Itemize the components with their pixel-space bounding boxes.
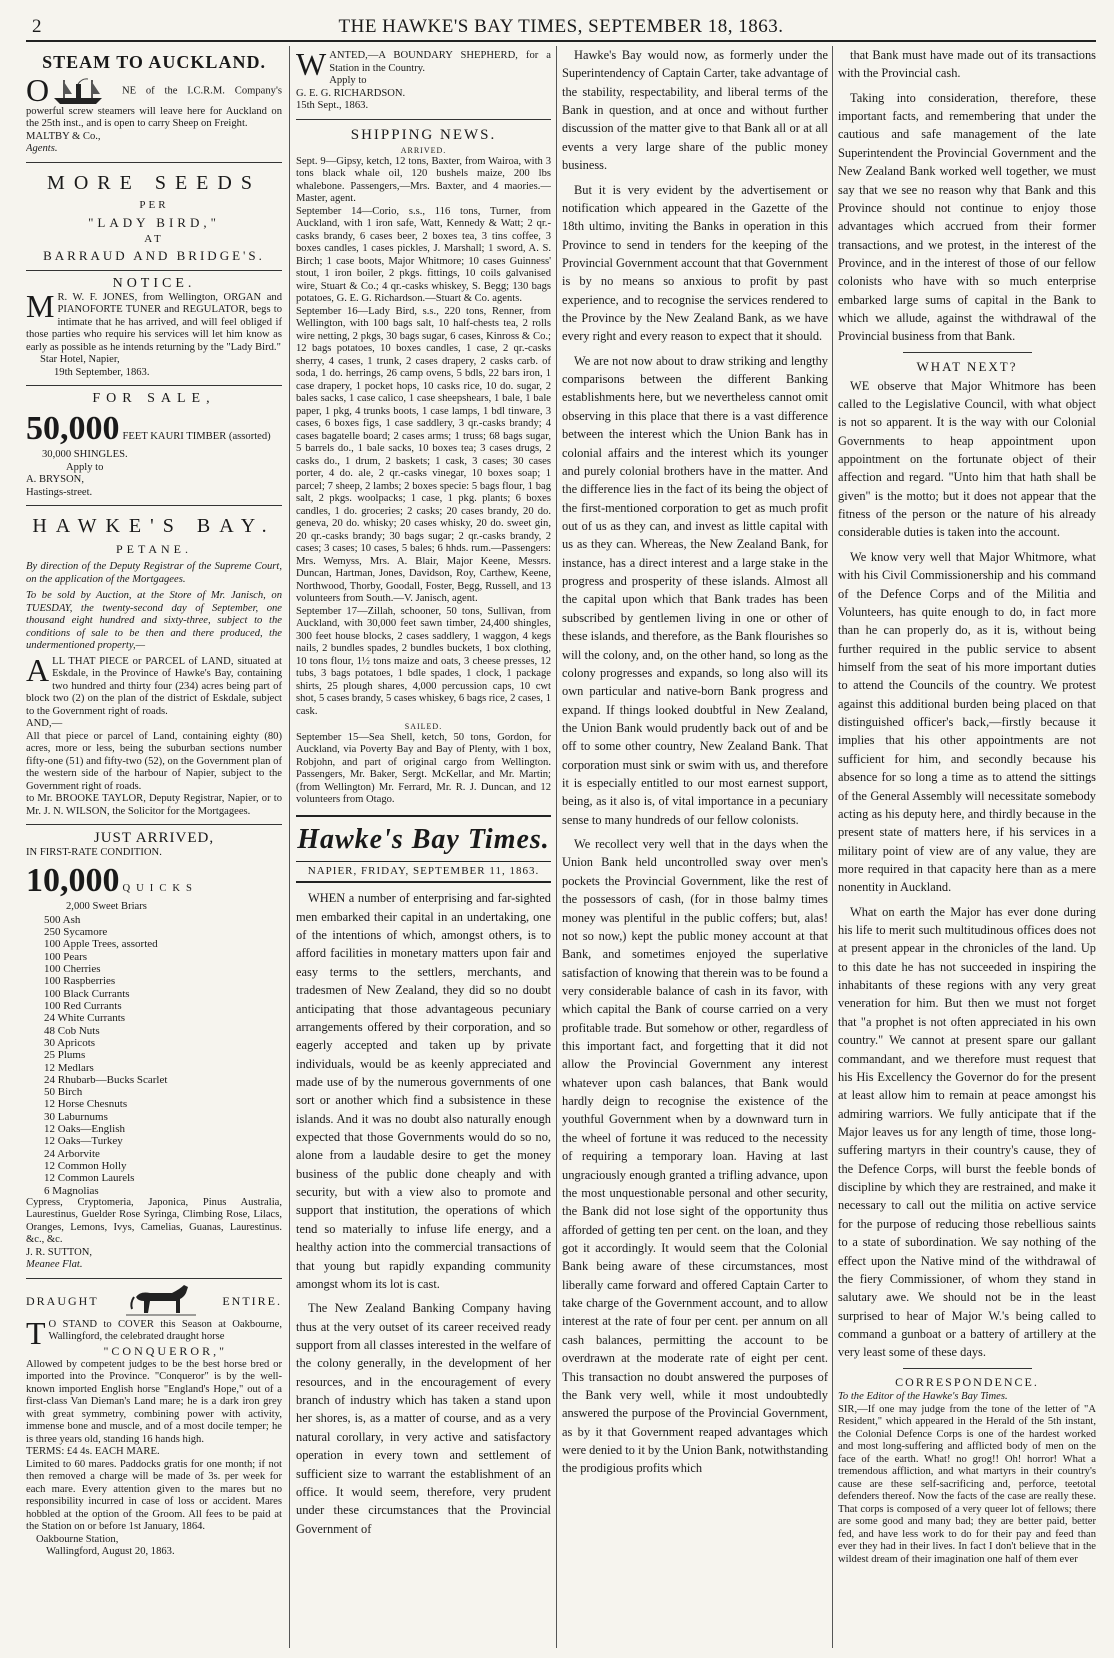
shipping-news: SHIPPING NEWS. ARRIVED. Sept. 9—Gipsy, ketch, 12 tons, Baxter, from Wairoa, with 3 tons black whale oil, 120 bushels maize, 200 lbs whalebone. Passengers,—Mrs. Baxter, and 4 maories.—Master, agent. September 14—Corio, s.s., 116 tons, Turner, from Auckland, with 1 iron safe, Watt, Kennedy & Watt; 2 qr.-casks brandy, 6 cases beer, 2 boxes tea, 3 tins coffee, 3 boxes candles, 1 cases pickles, J. Marshall; 1 sword, A. S. Birch; 1 case boots, Major Whitmore; 10 cases Guinness' stout, 1 iron boiler, 2 pkgs. fittings, 10 coils galvanised wire, Stuart & Co.; 4 qr.-casks whiskey, S. Begg; 130 bags potatoes, G. E. G. Richardson.—Stuart & Co. agents. September 16—Lady Bird, s.s., 220 tons, Renner, from Wellington, with 100 bags salt, 10 half-chests tea, 2 rolls wire netting, 2 pkgs, 30 bags sugar, 6 cases, Kinross & Co.; 12 bags potatoes, 10 boxes candles, 1 case, 2 qr.-casks sherry, 4 cases, 1 trunk, 2 cases drapery, 2 casks carb. of soda, 1 do. herrings, 26 camp ovens, 5 bdls, 22 bars iron, 1 case drapery, 1 pocket hops, 10 casks rice, 10 do. sugar, 2 bales sacks, 1 case calico, 1 case sheepshears, 1 bale, 1 bale paper, 1 pkg, 4 trunks boots, 1 case lamps, 1 bdl tinware, 3 cases, 6 boxes figs, 1 case saddlery, 3 qr.-casks brandy; 4 cases bagatelle board; 2 cases arms; 1 truss; 68 bags sugar, 5 barrels do., 1 bale sacks, 10 boxes tea; 3 cases drugs, 2 casks do., 1 drum, 2 baskets; 1 cask, 3 cases; 30 cases porter, 4 do. ale, 2 qr.-casks vinegar, 10 boxes soap; 1 parcel; 7 sheep, 2 lambs; 2 boxes specie: 5 bags flour, 1 bag salt, 2 pkgs. woolpacks; 1 case, 1 pkg. plants; 6 boxes candles, 1 do. groceries; 2 casks; 20 cases brandy, 20 do. geneva, 20 do. whisky; 20 cases whisky, 20 do. sweet gin, 20 qr.-casks brandy; 30 bags sugar; 2 qr.-casks brandy, 2 cases; 3 cases; 10 cases, 5 bales; 6 hhds. rum.—Passengers: Mrs. Wemyss, Mrs. A. Blair, Major Keene, Messrs. Duncan, Hartman, Jones, Davidson, Roy, Carthew, Keene, Northwood, Thorby, Goodall, Foster, Begg, Russell, and 13 volunteers from South.—V. Janisch, agent. September 17—Zillah, schooner, 50 tons, Sullivan, from Auckland, with 30,000 feet sawn timber, 24,400 shingles, 300 feet house blocks, 2 cases saddlery, 1 waggon, 4 kegs nails, 2 bundles spades, 2 bundles buckets, 1 box clothing, 10 tons flour, 1½ tons maize and oats, 3 cheese presses, 12 tubs, 3 bags potatoes, 1 bdle spades, 1 clock, 1 package shirts, 25 plough shares, 4,000 percussion caps, 10 cwt shot, 5 cases brandy, 5 cases whiskey, 6 bags rice, 2 cases, 1 cask. SAILED. September 15—Sea Shell, ketch, 50 tons, Gordon, for Auckland, via Poverty Bay and Bay of Plenty, with 1 box, Robjohn, and part of original cargo from Wellington. Passengers, Mr. Baker, Sergt. McKellar, and Mr. Martin; (from Wellington) Mr. Ferrard, Mr. R. J. Duncan, and 12 volunteers from Otago. — [296, 126, 551, 806]
plant-item: 100 Red Currants — [44, 999, 122, 1012]
column-rule — [556, 46, 557, 1648]
plant-item: 25 Plums — [44, 1049, 86, 1062]
plant-item: 12 Horse Chesnuts — [44, 1098, 128, 1111]
page-number: 2 — [32, 16, 42, 37]
plant-item: 12 Medlars — [44, 1061, 94, 1074]
paragraph: We recollect very well that in the days when the Union Bank held uncontrolled sway over men's pockets the Provincial Government, like the rest of the possessors of cash, (for in those balmy times money was plentiful in the public coffers; but, alas! not so now,) kept the public money account at that Bank, and sometimes enjoyed the superlative satisfaction of knowing that therein was to be found a very considerable balance of cash in its favor, with which capital the Bank of course carried on a very profitable trade. But somehow or other, regardless of this important fact, and forgetting that it did not allow the Provincial Government any interest whatever upon cash balances, that Bank would hardly deign to recognise the existence of the youthful Government when by a downward turn in the wheel of fortune it was reduced to the necessity of requiring a temporary loan. Having at last ungraciously enough granted a trifling advance, upon the most unquestionable personal and other security, the Bank did not lose sight of the opportunity thus afforded of getting ten per cent. on the loan, and they got it accordingly. It would seem that the Colonial Bank being aware of these circumstances, most liberally came forward and offered Captain Carter to take charge of the Government account, and to allow interest at the rate of four per cent. per annum on all cash balances, permitting the account to be overdrawn at the moderate rate of eight per cent. This transaction no doubt answered the purposes of the Bank very well, while it most undoubtedly answered the purpose of the Provincial Government, as by it that Government reaped advantages which were denied to it by the Union Bank, notwithstanding the prodigious profits which — [562, 837, 828, 1476]
plant-item: 12 Oaks—Turkey — [44, 1135, 123, 1148]
forsale-ad: FOR SALE, 50,000 FEET KAURI TIMBER (assorted) 30,000 SHINGLES. Apply to A. BRYSON, Hastings-street. — [26, 386, 282, 506]
plant-item: 250 Sycamore — [44, 926, 108, 939]
paragraph: The New Zealand Banking Company having thus at the very outset of its career received ready support from all classes interested in the welfare of the colony generally, in the development of her resources, and in the encouragement of every branch of industry which has taken a stand upon her shores, is, as a matter of course, and as a very natural corollary, in very active and satisfactory operation in every town and settlement of sufficient size to warrant the establishment of an office. It would seem, therefore, very prudent under these circumstances that the Provincial Government of — [296, 1301, 551, 1536]
plant-item: 100 Apple Trees, assorted — [44, 938, 158, 951]
paper-title: Hawke's Bay Times. — [296, 815, 551, 862]
hawkesbay-title: HAWKE'S BAY. — [32, 515, 276, 537]
seeds-ad: MORE SEEDS PER "LADY BIRD," AT BARRAUD AND BRIDGE'S. — [26, 163, 282, 271]
column-rule — [832, 46, 833, 1648]
paragraph: We know very well that Major Whitmore, what with his Civil Commissionership and his command of the Defence Corps and of the Militia and Volunteers, has quite enough to do, in fact more than he can properly do, as it is, without being further required in the public service to absent himself from the seat of his more important duties to attend the Councils of the country. We protest against this additional burden being placed on that distinguished officer's back,—firstly because it implies that his other appointments are not sufficient for him, and secondly because his absence for so long a time as to attend the sittings of the General Assembly will necessitate somebody acting as his deputy here, and thirdly because in the present state of matters here, if his services in a military point of view are of any value, they are more required in that capacity here than as a mere nonentity in Auckland. — [838, 549, 1096, 895]
just-arrived-ad: JUST ARRIVED, IN FIRST-RATE CONDITION. 10,000 QUICKS 2,000 Sweet Briars 500 Ash 250 Sycamore 100 Apple Trees, assorted 100 Pears 100 Cherries 100 Raspberries 100 Black Currants 100 Red Currants 24 White Currants 48 Cob Nuts 30 Apricots 25 Plums 12 Medlars 24 Rhubarb—Bucks Scarlet 50 Birch 12 Horse Chesnuts 30 Laburnums 12 Oaks—English 12 Oaks—Turkey 24 Arborvite 12 Common Holly 12 Common Laurels 6 Magnolias Cypress, Cryptomeria, Japonica, Pinus Australia, Laurestinus, Guelder Rose Syringa, Climbing Rose, Lilacs, Oranges, Lemons, Ivys, Camelias, Guanas, Laurestinus. &c., &c. J. R. SUTTON, Meanee Flat. — [26, 825, 282, 1279]
shipping-entry: September 17—Zillah, schooner, 50 tons, Sullivan, from Auckland, with 30,000 feet sawn timber, 24,400 shingles, 300 feet house blocks, 2 cases saddlery, 1 waggon, 4 kegs nails, 2 bundles spades, 2 bundles buckets, 1 box clothing, 10 tons flour, 1½ tons maize and oats, 3 cheese presses, 12 tubs, 3 bags potatoes, 1 bdle spades, 1 clock, 1 package shirts, 25 plough shares, 4,000 percussion caps, 10 cwt shot, 5 cases brandy, 5 cases whiskey, 6 bags rice, 2 cases, 1 cask. — [296, 605, 551, 717]
plant-item: 100 Black Currants — [44, 987, 130, 1000]
plant-item: 100 Raspberries — [44, 975, 116, 988]
column-3 — [562, 46, 828, 1650]
plant-item: 12 Common Holly — [44, 1160, 127, 1173]
dateline: NAPIER, FRIDAY, SEPTEMBER 11, 1863. — [296, 862, 551, 883]
column-4: that Bank must have made out of its transactions with the Provincial cash. Taking into consideration, therefore, these important facts, and remembering that under the cautious and safe management of the late Superintendent the Provincial Government and the New Zealand Bank worked well together, we must say that we see no reason why that Bank and this Province should not continue to enjoy those advantages which accrued from their former transactions, and we protest, in the interest of the Province, and in the interest of those of our fellow colonists who have with so much enterprise embarked large sums of capital in the Bank to which we allude, against the withdrawal of the Provincial business from that Bank. WHAT NEXT? WE observe that Major Whitmore has been called to the Legislative Council, with what object is not so apparent. It is the way with our Colonial Governments to heap appointment upon appointment on the fortunate object of their affection and regard. "Unto him that hath shall be given" is the motto; but it does not appear that the fitness of the person or the nature of his already considerable duties is taken into the account. We know very well that Major Whitmore, what with his Civil Commissionership and his command of the Defence Corps and of the Militia and Volunteers, has quite enough to do, in fact more than he can properly do, as it is, without being further required in the public service to absent himself from the seat of his more important duties to attend the Councils of the country. We protest against this additional burden being placed on that distinguished officer's back,—firstly because it implies that his other appointments are not sufficient for him, and secondly because his absence for so long a time as to attend the sittings of the General Assembly will necessitate somebody acting as his deputy here, and thirdly because in the present state of matters here, if his services in a military point of view are of any value, they are more required in that capacity here than as a mere nonentity in Auckland. What on earth the Major has ever done during his life to merit such multitudinous offices does not at present appear in the chronicles of the land. Up to this date he has not succeeded in inspiring the inhabitants of these regions with any very great veneration for him. But then we must not forget that "a prophet is not often appreciated in his own country." We cannot at present spare our gallant commandant, and we therefore must request that his His Excellency the Governor do for the present at least allow him to remain at peace amongst his admiring warriors. We fully anticipate that if the Major leaves us for any length of time, those long-suffering martyrs in their country's cause, they of the Defence Corps, will burst the feeble bonds of discipline by which they are restrained, and make it necessary to call out the militia on active service for the purpose of reducing those rebellious saints to a state of subordination. We say nothing of the effect upon the Native mind of the withdrawal of the fiery Commissioner, of whom they stand in salutary awe. We should not be in the least surprised to hear of Major W.'s being called to command a gunboat or a battery of artillery at the very least some of these days. CORRESPONDENCE. To the Editor of the Hawke's Bay Times. SIR,—If one may judge from the tone of the letter of "A Resident," which appeared in the Herald of the 5th instant, the Colonial Defence Corps is one of the hardest worked and most long-suffering and afflicted body of men on the face of the earth. What! no grog!! Oh! horror! What a tremendous affliction, and what martyrs in their country's cause are these self-sacrificing and, perforce, teetotal defenders thereof. Now the facts of the case are really these. That corps is composed of a very queer lot of fellows; there are some good and many bad; they are better paid, better fed, and have less work to do for their pay and feed than ever they had in their lives. In fact I don't believe that in the wildest dream of their imagination one half of them ever — [838, 48, 1096, 1565]
plant-item: 48 Cob Nuts — [44, 1024, 100, 1037]
steamship-icon — [52, 76, 106, 106]
plant-item: 6 Magnolias — [44, 1184, 99, 1197]
paragraph: What on earth the Major has ever done during his life to merit such multitudinous offices does not at present appear in the chronicles of the land. Up to this date he has not succeeded in inspiring the inhabitants of these regions with any very great veneration for him. But then we must not forget that "a prophet is not often appreciated in his own country." We cannot at present spare our gallant commandant, and we therefore must request that his His Excellency the Governor do for the present at least allow him to remain at peace amongst his admiring warriors. We fully anticipate that if the Major leaves us for any length of time, those long-suffering martyrs in their country's cause, they of the Defence Corps, will burst the feeble bonds of discipline by which they are restrained, and make it necessary to call out the militia on active service for the purpose of reducing those rebellious saints to a state of subordination. We say nothing of the effect upon the Native mind of the withdrawal of the fiery Commissioner, of whom they stand in salutary awe. We should not be in the least surprised to hear of Major W.'s being called to command a gunboat or a battery of artillery at the very least some of these days. — [838, 904, 1096, 1360]
steam-ad — [26, 46, 282, 163]
quicks-count: 10,000 — [26, 861, 120, 899]
plant-item: 24 White Currants — [44, 1012, 126, 1025]
column-1 — [26, 46, 282, 1650]
notice-title: NOTICE. — [112, 275, 196, 291]
plant-item: 30 Laburnums — [44, 1110, 108, 1123]
column-rule — [289, 46, 290, 1648]
editorial-continued — [562, 46, 828, 1478]
editorial-end — [838, 46, 1096, 346]
shipping-entry: Sept. 9—Gipsy, ketch, 12 tons, Baxter, from Wairoa, with 3 tons black whale oil, 120 bushels maize, 200 lbs whalebone. Passengers,—Mrs. Baxter, and 4 maories.—Master, agent. — [296, 155, 551, 205]
wanted-ad: WANTED,—A BOUNDARY SHEPHERD, for a Station in the Country. Apply to G. E. G. RICHARDSON. 15th Sept., 1863. — [296, 46, 551, 120]
plant-item: 12 Oaks—English — [44, 1123, 125, 1136]
shipping-entry: September 16—Lady Bird, s.s., 220 tons, Renner, from Wellington, with 100 bags salt, 10 half-chests tea, 2 rolls wire netting, 2 pkgs, 30 bags sugar, 6 cases, Kinross & Co.; 12 bags potatoes, 10 boxes candles, 1 case, 2 qr.-casks sherry, 4 cases, 1 trunk, 2 cases drapery, 2 casks carb. of soda, 1 do. herrings, 26 camp ovens, 5 bdls, 22 bars iron, 1 case drapery, 1 pocket hops, 10 casks rice, 10 do. sugar, 2 bales sacks, 1 case calico, 1 case sheepshears, 1 bale, 1 bale paper, 1 pkg, 4 trunks boots, 1 case lamps, 1 bdl tinware, 3 cases, 6 boxes figs, 1 case saddlery, 3 qr.-casks brandy; 4 cases bagatelle board; 2 cases arms; 1 truss; 68 bags sugar, 5 barrels do., 1 bale sacks, 10 boxes tea; 3 cases drugs, 2 casks do., 1 drum, 2 baskets; 1 cask, 3 cases; 30 cases porter, 4 do. ale, 2 qr.-casks vinegar, 10 boxes soap; 1 parcel; 7 sheep, 2 lambs; 2 boxes specie: 5 bags flour, 1 bag salt, 2 pkgs. woolpacks; 1 case, 1 pkg. plants; 6 boxes candles, 1 do. groceries; 2 casks; 20 cases brandy, 20 do. geneva, 20 do. whisky; 20 cases whisky, 20 do. sweet gin, 20 qr.-casks brandy; 30 bags sugar; 2 qr.-casks brandy, 2 cases; 3 cases; 10 cases, 5 bales; 6 hhds. rum.—Passengers: Mrs. Wemyss, Mrs. A. Blair, Major Keene, Messrs. Duncan, Hartman, Jones, Davidson, Roy, Carthew, Keene, Northwood, Thorby, Goodall, Foster, Begg, Russell, and 13 volunteers from South.—V. Janisch, agent. — [296, 305, 551, 605]
plant-item: 100 Pears — [44, 950, 88, 963]
paragraph: Taking into consideration, therefore, these important facts, and remembering that under the cautious and safe management of the late Superintendent the Provincial Government and the New Zealand Bank worked well together, we must say that we see no reason why that Bank and this Province should not continue to enjoy those advantages which accrued from their former transactions, and we protest, in the interest of the Province, and in the interest of those of our fellow colonists who have with so much enterprise embarked large sums of capital in the Bank to which we allude, against the withdrawal of the Provincial business from that Bank. — [838, 90, 1096, 344]
correspondence-letter: SIR,—If one may judge from the tone of the letter of "A Resident," which appeared in the Herald of the 5th instant, the Colonial Defence Corps is one of the hardest worked and most long-suffering and afflicted body of men on the face of the earth. What! no grog!! Oh! horror! What a tremendous affliction, and what martyrs in their country's cause are these self-sacrificing and, perforce, teetotal defenders thereof. Now the facts of the case are really these. That corps is composed of a very queer lot of fellows; there are some good and many bad; they are better paid, better fed, and have less work to do for their pay and feed than ever they had in their lives. In fact I don't believe that in the wildest dream of their imagination one half of them ever — [838, 1403, 1096, 1565]
correspondence-title: CORRESPONDENCE. — [895, 1374, 1039, 1389]
plant-item: 100 Cherries — [44, 963, 101, 976]
auction-ad: HAWKE'S BAY. PETANE. By direction of the Deputy Registrar of the Supreme Court, on the application of the Mortgagees. To be sold by Auction, at the Store of Mr. Janisch, on TUESDAY, the twenty-second day of September, one thousand eight hundred and sixty-three, subject to the conditions of sale to be then and there produced, the undermentioned property,— ALL THAT PIECE or PARCEL of LAND, situated at Eskdale, in the Province of Hawke's Bay, containing two hundred and thirty four (234) acres being part of block two (2) on the plan of the district of Eskdale, subject to the Government right of roads. AND,— All that piece or parcel of Land, containing eighty (80) acres, more or less, being the suburban sections number fifty-one (51) and fifty-two (52), on the Government plan of the western side of the harbour of Napier, subject to the Government right of roads. to Mr. BROOKE TAYLOR, Deputy Registrar, Napier, or to Mr. J. N. WILSON, the Solicitor for the Mortgagees. — [26, 506, 282, 825]
plant-item: 24 Arborvite — [44, 1147, 100, 1160]
plant-item: 24 Rhubarb—Bucks Scarlet — [44, 1073, 168, 1086]
paragraph: But it is very evident by the advertisement or notification which appeared in the Gazette of the 18th ultimo, inviting the Banks in operation in this Province to send in tenders for the keeping of the Provincial Government account that that Government is by no means so anxious to profit by past experience, and to recognise the services rendered to the Province by the New Zealand Bank, as we have every right and every reason to expect that it should. — [562, 182, 828, 344]
horse-name: "CONQUEROR," — [103, 1343, 227, 1358]
whatnext-title: WHAT NEXT? — [916, 358, 1018, 374]
sailed-entry: September 15—Sea Shell, ketch, 50 tons, Gordon, for Auckland, via Poverty Bay and Bay of Plenty, with 1 box, Robjohn, and part of original cargo from Wellington. Passengers, Mr. Baker, Sergt. McKellar, and Mr. Martin; (from Wellington) Mr. Ferrard, Mr. R. J. Duncan, and 12 volunteers from Otago. — [296, 731, 551, 806]
shipping-list — [296, 156, 551, 719]
steam-signoff: MALTBY & Co., — [26, 130, 101, 142]
seeds-title: MORE SEEDS — [47, 171, 261, 194]
timber-count: 50,000 — [26, 409, 120, 447]
plant-item: 30 Apricots — [44, 1036, 96, 1049]
masthead: THE HAWKE'S BAY TIMES, SEPTEMBER 18, 1863. — [338, 16, 784, 37]
draught-ad: DRAUGHT ENTIRE. T O STAND to COVER this Season at Oakbourne, Wallingford, the celebrated draught horse "CONQUEROR," Allowed by competent judges to be the best horse bred or imported into the Province. "Conqueror" is by the well-known imported English horse "England's Hope," out of a first-class Van Dieman's Land mare; he is a dark iron grey with great symmetry, combining power with activity, immense bone and muscle, and of a most docile temper; he is three years old, standing 16 hands high. TERMS: £4 4s. EACH MARE. Limited to 60 mares. Paddocks gratis for one month; if not then removed a charge will be made of 3s. per week for each mare. Every attention given to the mares but no responsibility incurred in case of loss or accident. Mares hobbled at the option of the Groom. All fees to be paid at the Station on or before 1st January, 1864. Oakbourne Station, Wallingford, August 20, 1863. — [26, 1279, 282, 1565]
paragraph: We are not now about to draw striking and lengthy comparisons between the different Banking establishments here, but we nevertheless cannot omit observing in this place that there is a vast difference between the interest which the Union Bank has in colonial affairs and the interest which its younger and purely colonial brothers have in the matter. And the difference lies in the fact of its being the object of the first-mentioned corporation to get as much profit out of us as they can, and invest as little capital with us as they can. Whereas, the New Zealand Bank, for instance, has a direct interest and a large stake in the progress and prosperity of these islands. Almost all the capital upon which that Bank trades has been subscribed by gentlemen living in one or other of these islands, and therefore, as the Bank flourishes so will the colony, and, on the other hand, so long as the colony progresses and expands, so long also will its own particular and native-born Bank progress and expand. If things looked doubtful in New Zealand, the Union Bank would prudently back out of and be off to some other country, New Zealand Bank. That corporation must sink or swim with us, and therefore it is especially entitled to our most earnest support, being, as it also is, of vital importance in a pecuniary sense to many hundreds of our fellow colonists. — [562, 353, 828, 827]
store-name: BARRAUD AND BRIDGE'S. — [43, 248, 265, 264]
plant-item: 500 Ash — [44, 913, 81, 926]
forsale-title: FOR SALE, — [92, 391, 216, 407]
ship-name: "LADY BIRD," — [88, 214, 220, 230]
notice-text: R. W. F. JONES, from Wellington, ORGAN and PIANOFORTE TUNER and REGULATOR, begs to intimate that he has arrived, and will feel obliged if those parties who require his services will let him know as early as possible as he intends returning by the "Lady Bird." — [26, 291, 282, 353]
shipping-entry: September 14—Corio, s.s., 116 tons, Turner, from Auckland, with 1 iron safe, Watt, Kennedy & Watt; 2 qr.-casks brandy, 6 cases beer, 2 boxes tea, 3 tins coffee, 3 boxes candles, 1 cases pickles, J. Marshall; 1 sword, A. S. Birch; 1 case boots, Major Whitmore; 10 cases Guinness' stout, 1 iron boiler, 2 pkgs. fittings, 10 coils galvanised wire, Stuart & Co.; 4 qr.-casks whiskey, S. Begg; 130 bags potatoes, G. E. G. Richardson.—Stuart & Co. agents. — [296, 205, 551, 305]
steam-text: NE of the I.C.R.M. Company's powerful screw steamers will leave here for Auckland on the 25th inst., and is open to carry Sheep on Freight. — [26, 85, 282, 130]
steam-title: STEAM TO AUCKLAND. — [42, 52, 266, 72]
whatnext-article — [838, 377, 1096, 1362]
paragraph: that Bank must have made out of its transactions with the Provincial cash. — [838, 48, 1096, 81]
shipping-title: SHIPPING NEWS. — [350, 126, 497, 143]
editorial — [296, 889, 551, 1538]
plant-item: 12 Common Laurels — [44, 1172, 135, 1185]
paragraph: Hawke's Bay would now, as formerly under the Superintendency of Captain Carter, take advantage of the stability, respectability, and liberal terms of the Bank in question, and at once and without further discussion of the matter give to that Bank all or at all events a very large share of the public money business. — [562, 48, 828, 173]
plant-item: 50 Birch — [44, 1086, 83, 1099]
dropcap: O — [26, 71, 50, 108]
horse-icon — [126, 1283, 196, 1319]
notice-ad: NOTICE. M R. W. F. JONES, from Wellington, ORGAN and PIANOFORTE TUNER and REGULATOR, begs to intimate that he has arrived, and will feel obliged if those parties who require his services will let him know as early as possible as he intends returning by the "Lady Bird." Star Hotel, Napier, 19th September, 1863. — [26, 271, 282, 387]
page-header — [26, 14, 1096, 42]
paragraph: WHEN a number of enterprising and far-sighted men embarked their capital in an undertaking, one of the intentions of which, amongst others, is to afford facilities in monetary matters upon fair and easy terms to the settlers, merchants, and tradesmen of New Zealand, they did so no doubt anticipating that those advantageous pecuniary arrangements offered by their corporation, and so eagerly accepted and taken up by private individuals, would be as keenly appreciated and made use of by the numerous governments of one sort or another which find a subsistence in these islands. And it was no doubt also naturally enough expected that those Governments would do so no, alone from a laudable desire to get the money business of the public done cheaply and with security, but with a view also to promote and support that institution, the operations of which tend so materially to infuse life energy, and a healthy action into the commercial transactions of that young but rapidly expanding community amongst whom its lot is cast. — [296, 891, 551, 1291]
plant-list — [26, 914, 282, 1197]
steam-agents: Agents. — [26, 143, 58, 155]
paragraph: WE observe that Major Whitmore has been called to the Legislative Council, with what object is not so apparent. It is the way with our Colonial Governments to heap appointment upon appointment on the fortunate object of their affection and regard. "Unto him that hath shall be given" is the motto; but it does not appear that the fitness of the person or the nature of his already considerable duties is taken into the account. — [838, 378, 1096, 540]
column-2 — [296, 46, 551, 1650]
